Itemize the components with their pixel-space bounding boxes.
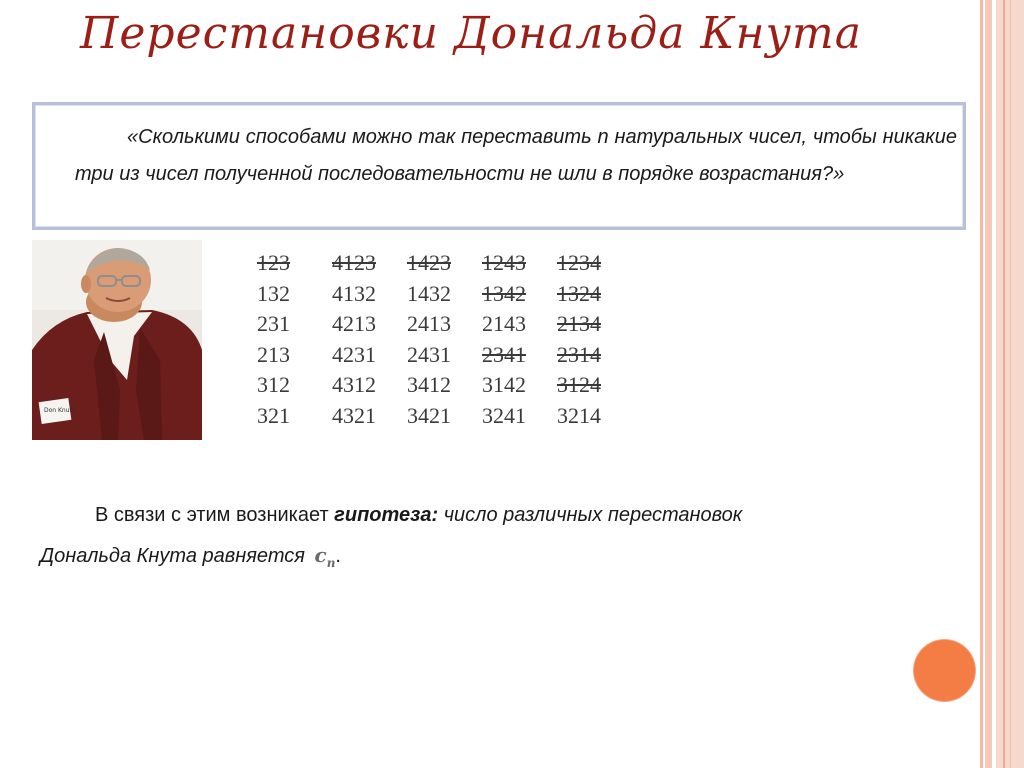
permutation: 4231 xyxy=(332,341,376,367)
knuth-photo xyxy=(32,240,202,440)
permutation-struck: 2341 xyxy=(482,341,526,367)
decor-stripe xyxy=(985,0,992,768)
portrait-illustration xyxy=(32,240,202,440)
permutation-struck: 1423 xyxy=(407,250,451,275)
permutation-struck: 123 xyxy=(257,250,290,275)
decor-stripe xyxy=(1010,0,1011,768)
permutation: 3241 xyxy=(482,402,526,428)
permutation: 2413 xyxy=(407,311,451,336)
permutation: 132 xyxy=(257,280,290,306)
permutation-row xyxy=(257,403,632,434)
permutation-row xyxy=(257,311,632,342)
permutation-struck: 1324 xyxy=(557,280,601,306)
permutation: 4213 xyxy=(332,311,376,336)
slide-title: Перестановки Дональда Кнута xyxy=(80,8,862,59)
permutation-struck: 1243 xyxy=(482,250,526,275)
hypothesis-text: В связи с этим возникает гипотеза: число различных перестановок Дональда Кнута равняется $c_n$. xyxy=(40,495,920,583)
badge-text: Don Knuth xyxy=(44,407,76,414)
permutation: 3412 xyxy=(407,372,451,397)
catalan-symbol: $c_n$ xyxy=(314,543,336,570)
hypothesis-part2: число различных перестановок xyxy=(438,504,743,526)
permutation-row xyxy=(257,250,632,281)
quote-text: «Сколькими способами можно так переставить n натуральных чисел, чтобы никакие три из чисел полученной последовательности не шли в порядке возрастания?» xyxy=(75,126,957,185)
decor-stripe xyxy=(980,0,983,768)
quote-box xyxy=(32,102,966,230)
accent-circle xyxy=(914,640,975,701)
permutation: 4321 xyxy=(332,402,376,428)
permutation: 312 xyxy=(257,372,290,397)
permutation-table xyxy=(257,250,632,433)
permutation-row xyxy=(257,372,632,403)
permutation-row xyxy=(257,342,632,373)
hypothesis-bold: гипотеза: xyxy=(334,504,439,526)
permutation: 4132 xyxy=(332,280,376,306)
permutation: 3214 xyxy=(557,402,601,428)
permutation-struck: 1342 xyxy=(482,280,526,306)
hypothesis-part1: В связи с этим возникает xyxy=(95,504,335,526)
permutation: 3421 xyxy=(407,402,451,428)
permutation-struck: 1234 xyxy=(557,250,601,275)
permutation: 3142 xyxy=(482,372,526,397)
permutation-struck: 2134 xyxy=(557,311,601,336)
permutation-struck: 4123 xyxy=(332,250,376,275)
permutation: 321 xyxy=(257,402,290,428)
permutation: 213 xyxy=(257,341,290,367)
permutation-struck: 2314 xyxy=(557,341,601,367)
permutation: 2431 xyxy=(407,341,451,367)
decor-stripe xyxy=(1003,0,1005,768)
permutation-struck: 3124 xyxy=(557,372,601,397)
permutation: 231 xyxy=(257,311,290,336)
permutation-row xyxy=(257,281,632,312)
permutation: 2143 xyxy=(482,311,526,336)
hypothesis-part3: Дональда Кнута равняется xyxy=(40,545,311,567)
permutation: 4312 xyxy=(332,372,376,397)
permutation: 1432 xyxy=(407,280,451,306)
